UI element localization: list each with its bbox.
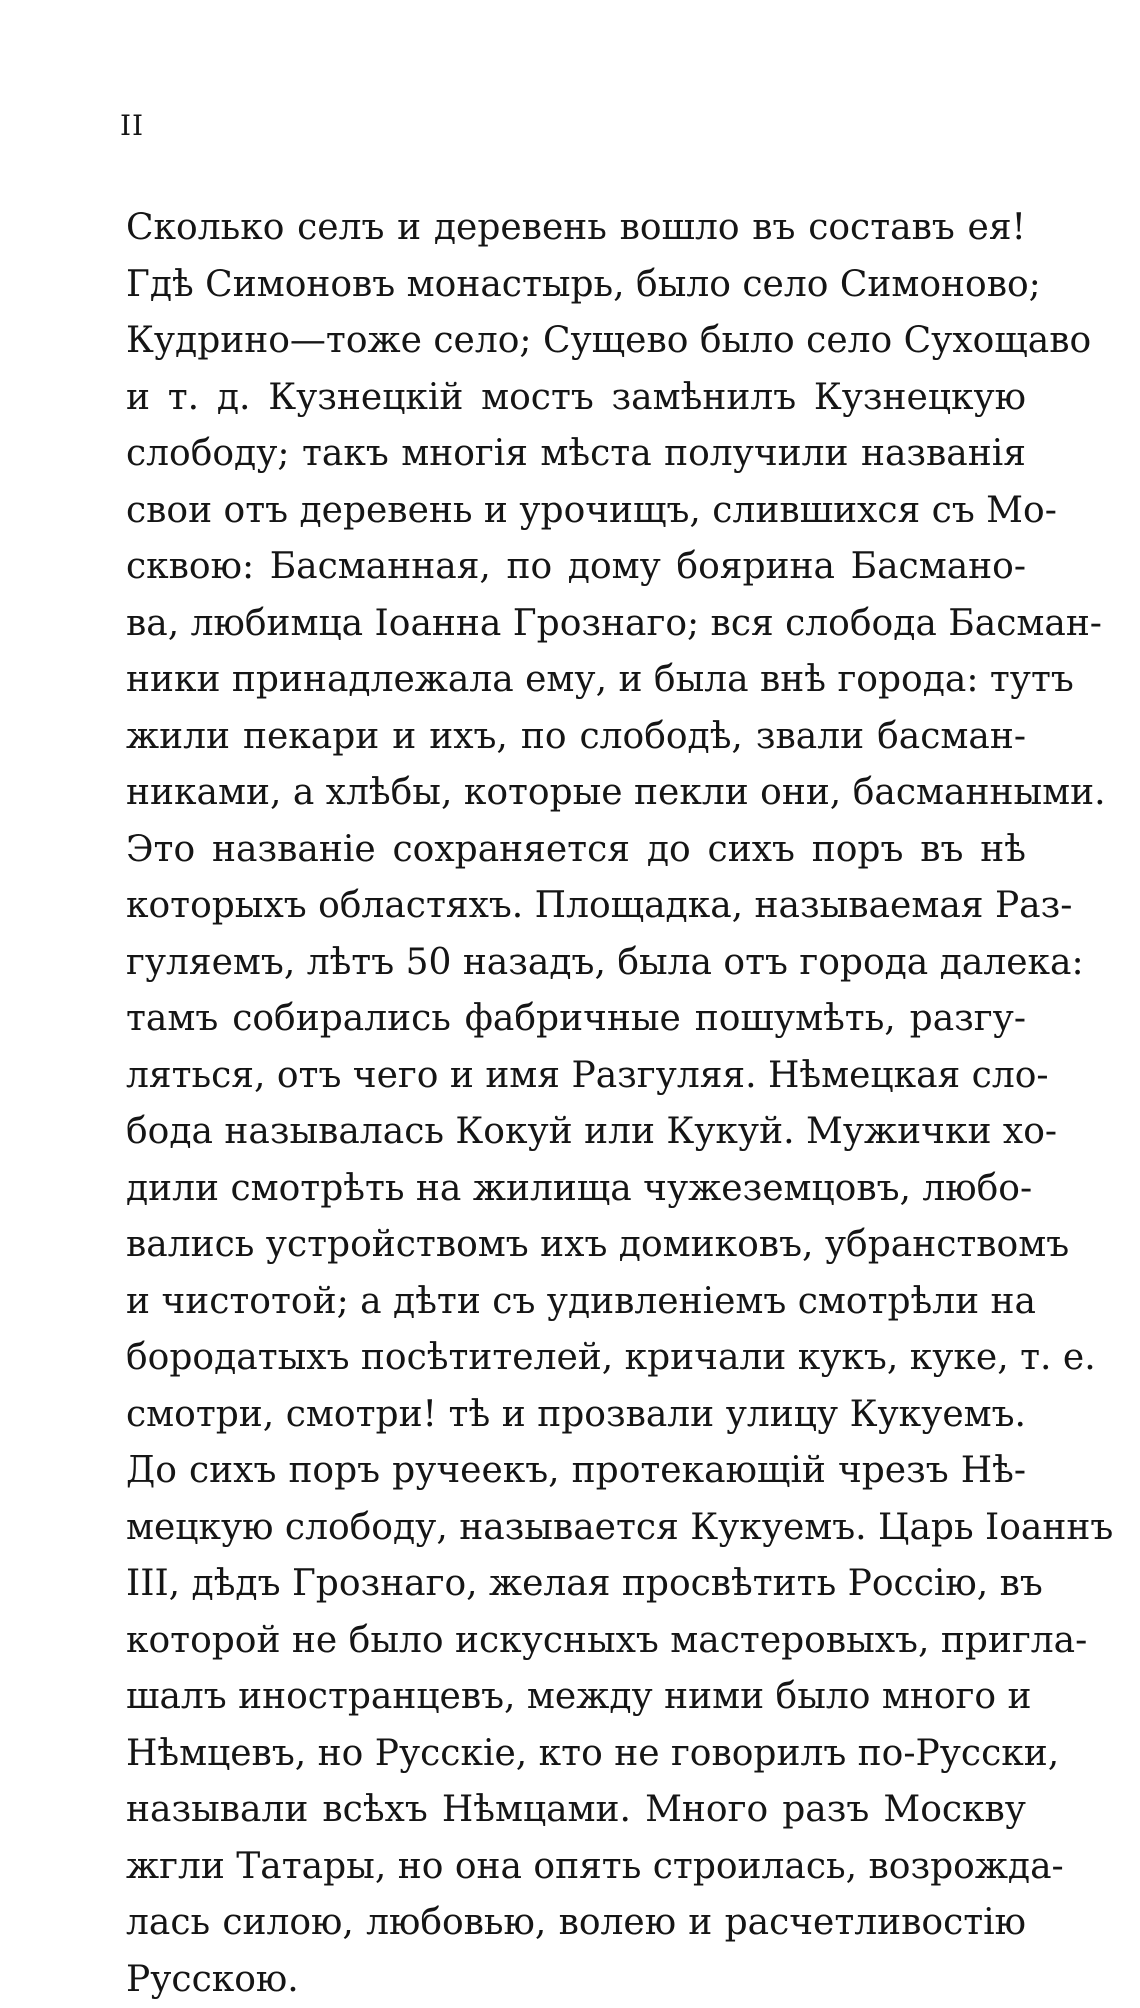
text-line: Кудрино—тоже село; Сущево было село Сухощаво xyxy=(126,313,1026,370)
text-line: которыхъ областяхъ. Площадка, называемая Раз- xyxy=(126,878,1026,935)
text-line: ва, любимца Іоанна Грознаго; вся слобода Басман- xyxy=(126,596,1026,653)
text-line: сквою: Басманная, по дому боярина Басмано- xyxy=(126,539,1026,596)
text-line: свои отъ деревень и урочищъ, слившихся съ Мо- xyxy=(126,483,1026,540)
text-line: бородатыхъ посѣтителей, кричали кукъ, куке, т. е. xyxy=(126,1330,1026,1387)
text-line: смотри, смотри! тѣ и прозвали улицу Кукуемъ. xyxy=(126,1387,1026,1444)
text-line: и т. д. Кузнецкій мостъ замѣнилъ Кузнецкую xyxy=(126,370,1026,427)
text-line: называли всѣхъ Нѣмцами. Много разъ Москву xyxy=(126,1782,1026,1839)
text-line: Русскою. xyxy=(126,1952,1026,2008)
text-line: ляться, отъ чего и имя Разгуляя. Нѣмецкая сло- xyxy=(126,1048,1026,1105)
text-line: шалъ иностранцевъ, между ними было много и xyxy=(126,1669,1026,1726)
text-line: тамъ собирались фабричные пошумѣть, разгу- xyxy=(126,991,1026,1048)
text-line: ники принадлежала ему, и была внѣ города: тутъ xyxy=(126,652,1026,709)
page-number: II xyxy=(120,112,144,140)
text-line: Нѣмцевъ, но Русскіе, кто не говорилъ по-Русски, xyxy=(126,1726,1026,1783)
text-line: жгли Татары, но она опять строилась, возрожда- xyxy=(126,1839,1026,1896)
text-line: дили смотрѣть на жилища чужеземцовъ, любо- xyxy=(126,1161,1026,1218)
text-line: гуляемъ, лѣтъ 50 назадъ, была отъ города далека: xyxy=(126,935,1026,992)
text-line: До сихъ поръ ручеекъ, протекающій чрезъ Нѣ- xyxy=(126,1443,1026,1500)
text-line: и чистотой; а дѣти съ удивленіемъ смотрѣли на xyxy=(126,1274,1026,1331)
text-line: III, дѣдъ Грознаго, желая просвѣтить Россію, въ xyxy=(126,1556,1026,1613)
text-line: лась силою, любовью, волею и расчетливостію xyxy=(126,1895,1026,1952)
text-line: слободу; такъ многія мѣста получили названія xyxy=(126,426,1026,483)
text-line: Гдѣ Симоновъ монастырь, было село Симоново; xyxy=(126,257,1026,314)
text-line: вались устройствомъ ихъ домиковъ, убранствомъ xyxy=(126,1217,1026,1274)
text-line: мецкую слободу, называется Кукуемъ. Царь Іоаннъ xyxy=(126,1500,1026,1557)
text-line: которой не было искусныхъ мастеровыхъ, пригла- xyxy=(126,1613,1026,1670)
text-line: бода называлась Кокуй или Кукуй. Мужички хо- xyxy=(126,1104,1026,1161)
text-line: Это названіе сохраняется до сихъ поръ въ нѣ xyxy=(126,822,1026,879)
text-line: Сколько селъ и деревень вошло въ составъ ея! xyxy=(126,200,1026,257)
text-line: жили пекари и ихъ, по слободѣ, звали басман- xyxy=(126,709,1026,766)
text-line: никами, а хлѣбы, которые пекли они, басманными. xyxy=(126,765,1026,822)
body-text xyxy=(126,200,1026,2008)
